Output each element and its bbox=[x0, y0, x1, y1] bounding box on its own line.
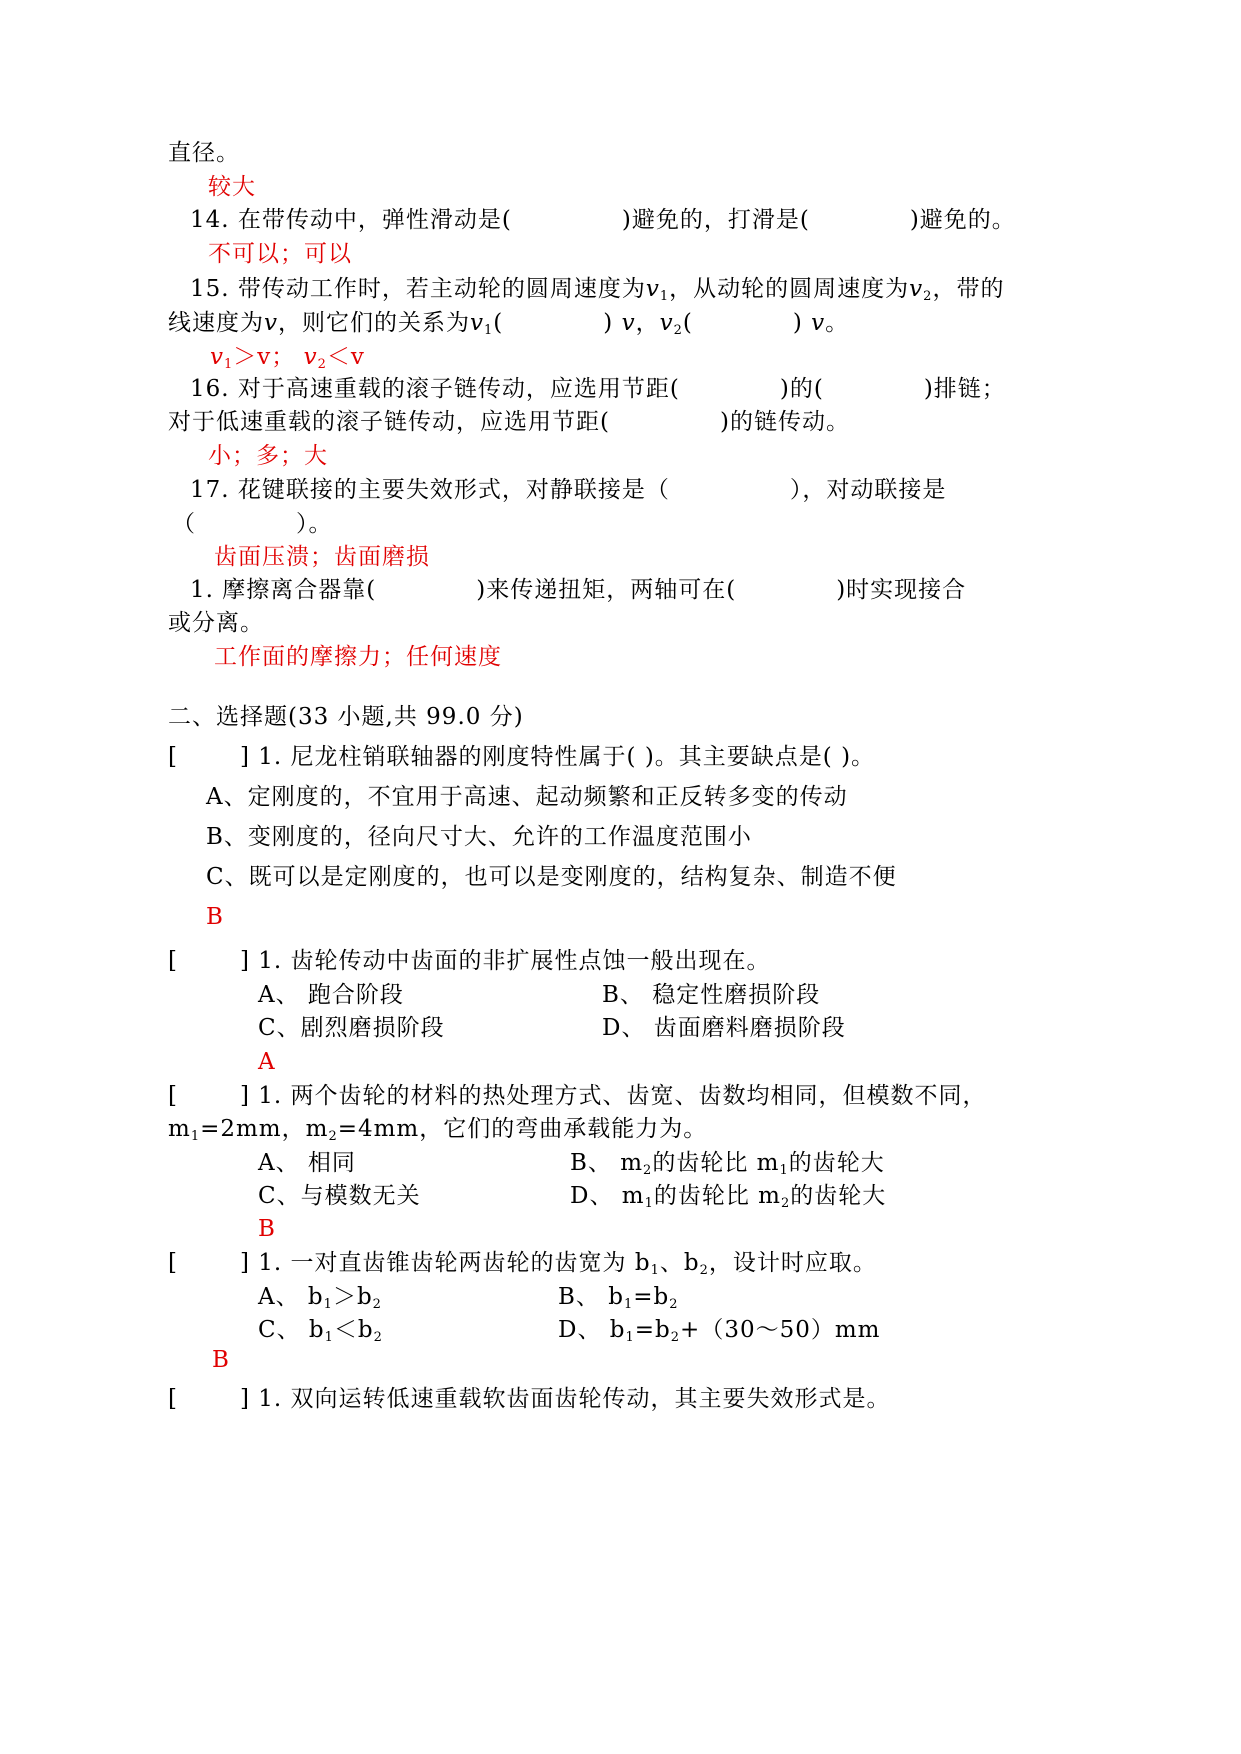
option-a bbox=[258, 1148, 356, 1178]
question-number: 1. bbox=[258, 744, 283, 770]
option-text: A、 跑合阶段 bbox=[258, 982, 404, 1008]
question-15-line2 bbox=[168, 308, 849, 346]
question-text: 带传动工作时，若主动轮的圆周速度为 bbox=[237, 276, 646, 302]
answer-bracket-close: ] bbox=[239, 1386, 250, 1412]
option-d bbox=[602, 1013, 846, 1043]
paragraph-text: 直径。 bbox=[168, 140, 240, 166]
option-text: 的齿轮大 bbox=[788, 1150, 885, 1176]
option-c bbox=[258, 1315, 383, 1353]
answer-text bbox=[258, 1214, 276, 1244]
subscript: 2 bbox=[373, 1330, 383, 1345]
subscript: 2 bbox=[372, 1297, 382, 1312]
answer-value: 不可以；可以 bbox=[208, 241, 352, 267]
answer-text bbox=[206, 902, 224, 932]
option-text: ＜b bbox=[333, 1317, 374, 1343]
subscript: 1 bbox=[650, 1263, 660, 1278]
answer-bracket-open: [ bbox=[168, 744, 178, 770]
question-text: 线速度为 bbox=[168, 310, 264, 336]
question-text: （ bbox=[172, 511, 196, 537]
question-text: 对于低速重载的滚子链传动，应选用节距( bbox=[168, 409, 610, 435]
question-text: )避免的。 bbox=[909, 207, 1016, 233]
answer-value: 小；多；大 bbox=[208, 443, 328, 469]
subscript: 1 bbox=[625, 1330, 635, 1345]
question-text: ）。 bbox=[296, 511, 333, 537]
option-text: 的齿轮比 bbox=[652, 1150, 757, 1176]
answer-text bbox=[214, 642, 502, 672]
subscript: 1 bbox=[623, 1297, 634, 1312]
variable: v bbox=[909, 276, 924, 302]
choice-question bbox=[168, 946, 771, 976]
question-text: )的链传动。 bbox=[719, 409, 850, 435]
question-14 bbox=[190, 205, 1016, 235]
option-text: A、 b bbox=[258, 1284, 324, 1310]
variable: v bbox=[645, 276, 660, 302]
question-number: 1. bbox=[258, 1250, 283, 1276]
subscript: 2 bbox=[780, 1196, 791, 1211]
answer-value: A bbox=[258, 1049, 276, 1075]
question-text: 。 bbox=[825, 310, 850, 336]
question-text: )时实现接合 bbox=[836, 577, 967, 603]
question-text: 对于高速重载的滚子链传动，应选用节距( bbox=[237, 376, 680, 402]
option-text: B、 稳定性磨损阶段 bbox=[602, 982, 821, 1008]
answer-text bbox=[212, 1345, 230, 1375]
answer-bracket-close: ] bbox=[239, 1250, 250, 1276]
question-text: ，带的 bbox=[932, 276, 1005, 302]
variable: m bbox=[620, 1150, 644, 1176]
question-text: =2mm， bbox=[200, 1116, 306, 1142]
answer-value: B bbox=[212, 1347, 230, 1373]
answer-text bbox=[214, 542, 430, 572]
subscript: 1 bbox=[659, 289, 670, 304]
option-b bbox=[206, 822, 752, 852]
question-text: 摩擦离合器靠( bbox=[222, 577, 377, 603]
answer-bracket-close: ] bbox=[239, 948, 250, 974]
question-text: 在带传动中，弹性滑动是( bbox=[237, 207, 512, 233]
question-text: )避免的，打滑是( bbox=[621, 207, 810, 233]
variable: v bbox=[659, 310, 674, 336]
option-text: A、定刚度的，不宜用于高速、起动频繁和正反转多变的传动 bbox=[206, 784, 848, 810]
question-text: ，从动轮的圆周速度为 bbox=[669, 276, 910, 302]
choice-question bbox=[168, 1248, 877, 1286]
question-text: ( bbox=[493, 310, 504, 336]
option-text: =b bbox=[634, 1317, 671, 1343]
question-1-line2 bbox=[168, 608, 264, 638]
question-text: ( bbox=[682, 310, 693, 336]
variable: m bbox=[621, 1183, 645, 1209]
question-stem: 两个齿轮的材料的热处理方式、齿宽、齿数均相同，但模数不同， bbox=[290, 1083, 987, 1109]
option-text: D、 b bbox=[558, 1317, 626, 1343]
question-15 bbox=[190, 274, 1004, 312]
variable: m bbox=[168, 1116, 191, 1142]
variable: v bbox=[470, 310, 484, 336]
answer-value: 较大 bbox=[208, 174, 256, 200]
variable: v bbox=[811, 310, 826, 336]
answer-bracket-open: [ bbox=[168, 1386, 178, 1412]
question-stem: 一对直齿锥齿轮两齿轮的齿宽为 b bbox=[290, 1250, 651, 1276]
subscript: 2 bbox=[670, 1330, 681, 1345]
section-title: 二、选择题(33 小题,共 99.0 分) bbox=[168, 704, 524, 730]
question-number: 17. bbox=[190, 477, 230, 503]
option-text: B、变刚度的，径向尺寸大、允许的工作温度范围小 bbox=[206, 824, 752, 850]
option-text: C、既可以是定刚度的，也可以是变刚度的，结构复杂、制造不便 bbox=[206, 864, 897, 890]
answer-value: 工作面的摩擦力；任何速度 bbox=[214, 644, 502, 670]
question-17 bbox=[190, 475, 946, 505]
question-text: 花键联接的主要失效形式，对静联接是（ bbox=[237, 477, 670, 503]
question-stem: ，设计时应取。 bbox=[708, 1250, 877, 1276]
question-number: 1. bbox=[258, 1386, 283, 1412]
answer-bracket-open: [ bbox=[168, 1083, 178, 1109]
question-number: 15. bbox=[190, 276, 230, 302]
option-text: ＞b bbox=[332, 1284, 373, 1310]
question-number: 14. bbox=[190, 207, 230, 233]
answer-value: 齿面压溃；齿面磨损 bbox=[214, 544, 430, 570]
option-text: 的齿轮大 bbox=[790, 1183, 887, 1209]
question-stem: 、b bbox=[659, 1250, 700, 1276]
answer-text bbox=[208, 441, 328, 471]
option-d bbox=[558, 1315, 880, 1353]
variable: m bbox=[305, 1116, 329, 1142]
choice-question bbox=[168, 1081, 987, 1111]
option-text: +（30～50）mm bbox=[680, 1317, 881, 1343]
question-text: )来传递扭矩，两轴可在( bbox=[476, 577, 737, 603]
option-b bbox=[602, 980, 820, 1010]
answer-text bbox=[208, 172, 256, 202]
option-text: C、 b bbox=[258, 1317, 325, 1343]
question-stem: 双向运转低速重载软齿面齿轮传动，其主要失效形式是。 bbox=[290, 1386, 891, 1412]
subscript: 1 bbox=[324, 1330, 334, 1345]
answer-text bbox=[208, 239, 352, 269]
question-stem-line2 bbox=[168, 1114, 707, 1152]
variable: v bbox=[303, 344, 318, 370]
option-text: D、 bbox=[570, 1183, 622, 1209]
variable: v bbox=[210, 344, 224, 370]
option-a bbox=[258, 980, 404, 1010]
subscript: 2 bbox=[317, 357, 327, 372]
option-c bbox=[258, 1181, 421, 1211]
choice-question bbox=[168, 1384, 891, 1414]
option-d bbox=[570, 1181, 886, 1219]
answer-value: B bbox=[258, 1216, 276, 1242]
choice-question bbox=[168, 742, 875, 772]
variable: v bbox=[621, 310, 636, 336]
question-text: ) bbox=[603, 310, 614, 336]
subscript: 2 bbox=[328, 1129, 338, 1144]
subscript: 1 bbox=[644, 1196, 654, 1211]
option-text: C、与模数无关 bbox=[258, 1183, 421, 1209]
question-text: ， bbox=[635, 310, 660, 336]
option-a bbox=[206, 782, 848, 812]
question-number: 1. bbox=[258, 948, 283, 974]
answer-value: ＜v bbox=[326, 344, 365, 370]
question-number: 16. bbox=[190, 376, 230, 402]
subscript: 1 bbox=[323, 1297, 333, 1312]
answer-bracket-open: [ bbox=[168, 1250, 178, 1276]
question-number: 1. bbox=[190, 577, 214, 603]
question-text: )排链； bbox=[923, 376, 1006, 402]
subscript: 2 bbox=[669, 1297, 679, 1312]
subscript: 1 bbox=[190, 1129, 201, 1144]
question-text: ) bbox=[792, 310, 803, 336]
question-stem: 齿轮传动中齿面的非扩展性点蚀一般出现在。 bbox=[290, 948, 771, 974]
answer-value: B bbox=[206, 904, 224, 930]
section-heading bbox=[168, 702, 524, 732]
subscript: 1 bbox=[484, 323, 494, 338]
question-1-friction-clutch bbox=[190, 575, 966, 605]
option-text: 的齿轮比 bbox=[653, 1183, 759, 1209]
variable: m bbox=[756, 1150, 780, 1176]
question-16 bbox=[190, 374, 1006, 404]
question-text: ），对动联接是 bbox=[789, 477, 947, 503]
subscript: 2 bbox=[923, 289, 933, 304]
subscript: 2 bbox=[699, 1263, 709, 1278]
option-text: =b bbox=[633, 1284, 670, 1310]
option-text: A、 相同 bbox=[258, 1150, 356, 1176]
question-stem: 尼龙柱销联轴器的刚度特性属于( )。其主要缺点是( )。 bbox=[290, 744, 876, 770]
variable: v bbox=[264, 310, 278, 336]
text-line bbox=[168, 138, 240, 168]
option-c bbox=[206, 862, 897, 892]
answer-text bbox=[258, 1047, 276, 1077]
question-text: ，则它们的关系为 bbox=[278, 310, 470, 336]
option-text: B、 b bbox=[558, 1284, 624, 1310]
option-c bbox=[258, 1013, 445, 1043]
option-text: D、 齿面磨料磨损阶段 bbox=[602, 1015, 846, 1041]
question-17-line2 bbox=[172, 509, 333, 539]
question-text: )的( bbox=[779, 376, 824, 402]
answer-bracket-close: ] bbox=[239, 1083, 250, 1109]
subscript: 1 bbox=[779, 1163, 789, 1178]
variable: m bbox=[758, 1183, 781, 1209]
question-text: 或分离。 bbox=[168, 610, 264, 636]
subscript: 2 bbox=[673, 323, 683, 338]
option-text: C、剧烈磨损阶段 bbox=[258, 1015, 445, 1041]
question-number: 1. bbox=[258, 1083, 283, 1109]
subscript: 1 bbox=[224, 357, 234, 372]
answer-bracket-close: ] bbox=[239, 744, 250, 770]
option-text: B、 bbox=[570, 1150, 621, 1176]
answer-value: ＞v； bbox=[233, 344, 296, 370]
answer-bracket-open: [ bbox=[168, 948, 178, 974]
question-text: =4mm，它们的弯曲承载能力为。 bbox=[337, 1116, 708, 1142]
subscript: 2 bbox=[643, 1163, 653, 1178]
question-16-line2 bbox=[168, 407, 850, 437]
